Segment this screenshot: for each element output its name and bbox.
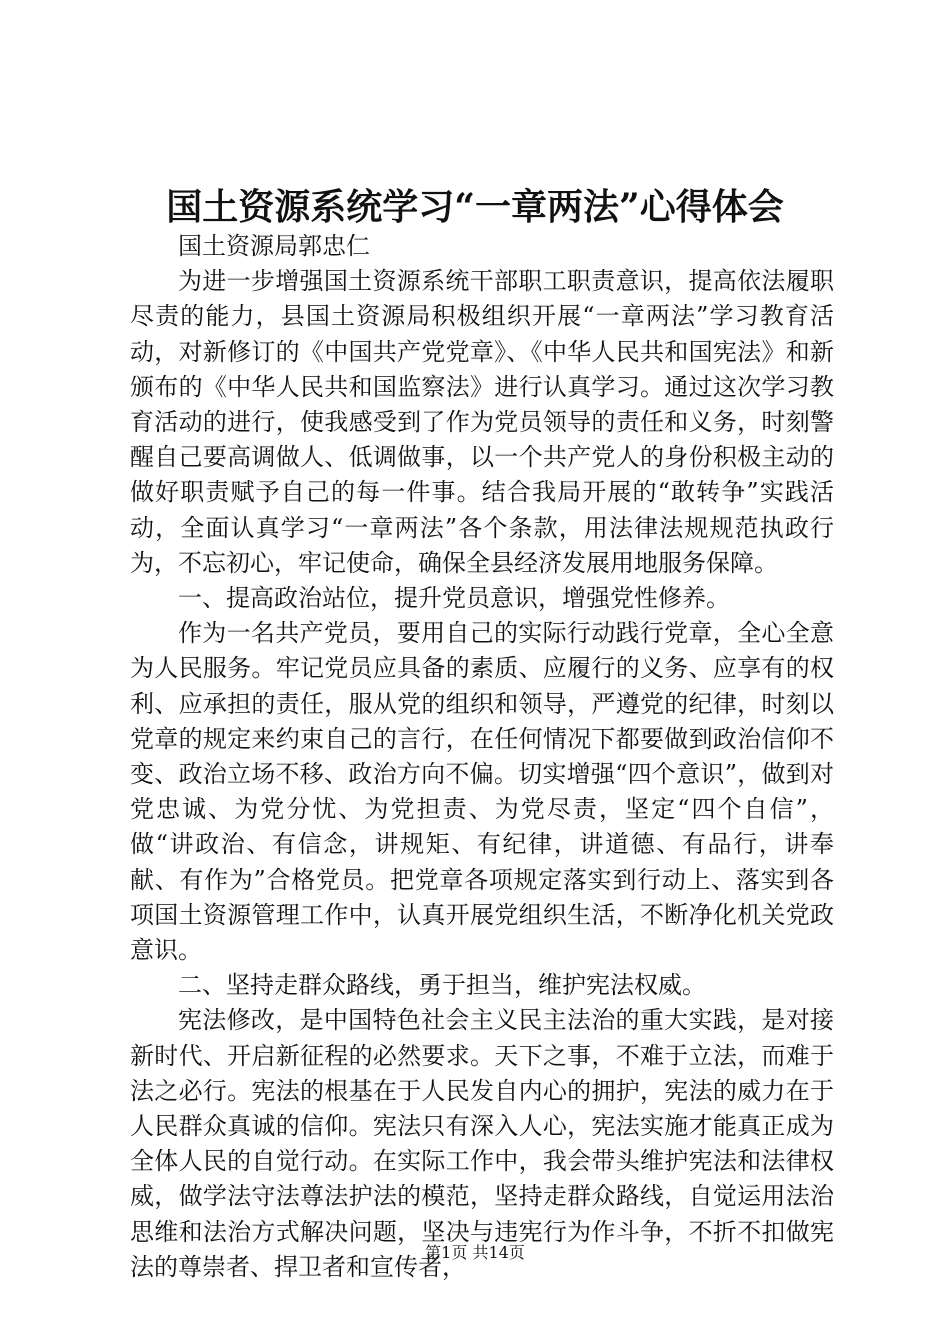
body-paragraph: 作为一名共产党员，要用自己的实际行动践行党章，全心全意为人民服务。牢记党员应具备的素质、应履行的义务、应享有的权利、应承担的责任，服从党的组织和领导，严遵党的纪律，时刻以党章的规定来约束自己的言行，在任何情况下都要做到政治信仰不变、政治立场不移、政治方向不偏。切实增强“四个意识”，做到对党忠诚、为党分忧、为党担责、为党尽责，坚定“四个自信”，做“讲政治、有信念，讲规矩、有纪律，讲道德、有品行，讲奉献、有作为”合格党员。把党章各项规定落实到行动上、落实到各项国土资源管理工作中，认真开展党组织生活，不断净化机关党政意识。	[130, 619, 834, 965]
page-number-footer: 第1页 共14页	[425, 1243, 525, 1262]
section-heading: 一、提高政治站位，提升党员意识，增强党性修养。	[178, 584, 730, 613]
body-paragraph: 为进一步增强国土资源系统干部职工职责意识，提高依法履职尽责的能力，县国土资源局积极组织开展“一章两法”学习教育活动，对新修订的《中国共产党党章》、《中华人民共和国宪法》和新颁布的《中华人民共和国监察法》进行认真学习。通过这次学习教育活动的进行，使我感受到了作为党员领导的责任和义务，时刻警醒自己要高调做人、低调做事，以一个共产党人的身份积极主动的做好职责赋予自己的每一件事。结合我局开展的“敢转争”实践活动，全面认真学习“一章两法”各个条款，用法律法规规范执政行为，不忘初心，牢记使命，确保全县经济发展用地服务保障。	[130, 267, 834, 577]
document-title: 国土资源系统学习“一章两法”心得体会	[166, 186, 784, 228]
document-body	[130, 229, 834, 1285]
author-line: 国土资源局郭忠仁	[178, 232, 370, 260]
section-heading: 二、坚持走群众路线，勇于担当，维护宪法权威。	[178, 971, 706, 1000]
body-paragraph: 宪法修改，是中国特色社会主义民主法治的重大实践，是对接新时代、开启新征程的必然要求。天下之事，不难于立法，而难于法之必行。宪法的根基在于人民发自内心的拥护，宪法的威力在于人民群众真诚的信仰。宪法只有深入人心，宪法实施才能真正成为全体人民的自觉行动。在实际工作中，我会带头维护宪法和法律权威，做学法守法尊法护法的模范，坚持走群众路线，自觉运用法治思维和法治方式解决问题，坚决与违宪行为作斗争，不折不扣做宪法的尊崇者、捍卫者和宣传者，	[130, 1006, 834, 1281]
